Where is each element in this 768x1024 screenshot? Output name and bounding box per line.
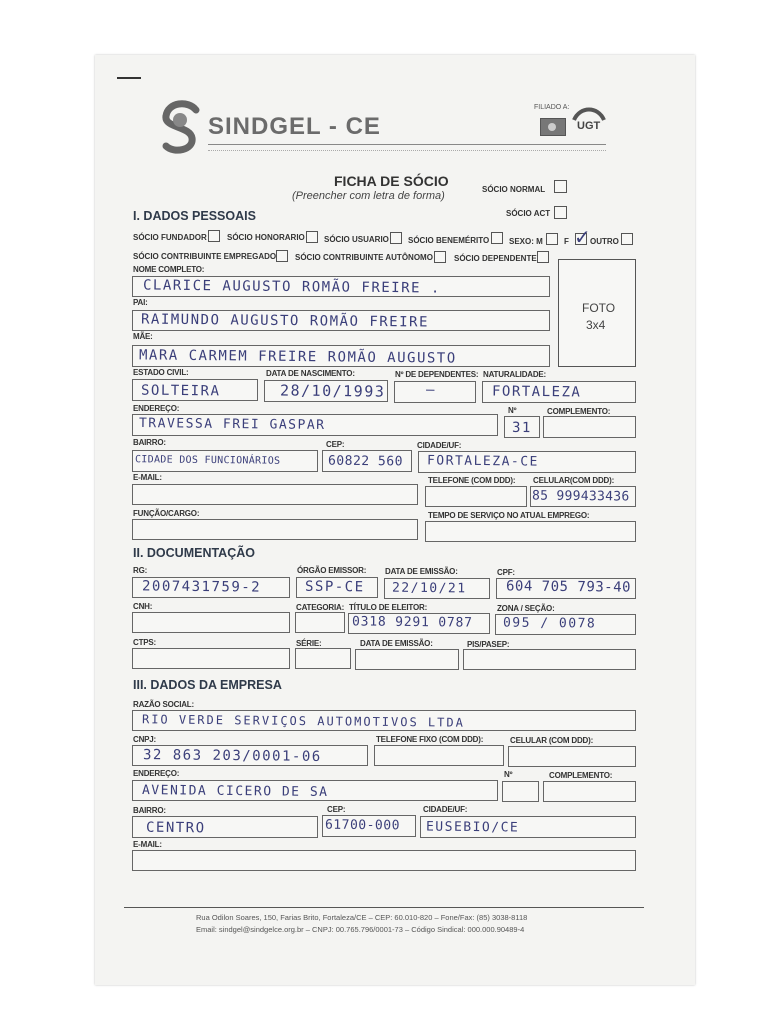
empresa-complemento-label: COMPLEMENTO: <box>549 771 613 780</box>
email-label: E-MAIL: <box>133 473 162 482</box>
zona-label: ZONA / SEÇÃO: <box>497 604 555 613</box>
celular-label: CELULAR(COM DDD): <box>533 476 615 485</box>
fixo-field[interactable] <box>374 745 504 766</box>
funcao-label: FUNÇÃO/CARGO: <box>133 509 200 518</box>
empresa-email-label: E-MAIL: <box>133 840 162 849</box>
footer-address: Rua Odilon Soares, 150, Farias Brito, Fortaleza/CE – CEP: 60.010-820 – Fone/Fax: (85) 3038-8118 <box>196 913 528 922</box>
telefone-label: TELEFONE (COM DDD): <box>428 476 516 485</box>
cidade-label: CIDADE/UF: <box>417 441 462 450</box>
emissao-label: DATA DE EMISSÃO: <box>385 567 458 576</box>
empresa-email-field[interactable] <box>132 850 636 871</box>
socio-normal-checkbox[interactable] <box>554 180 567 193</box>
socio-honorario-label: SÓCIO HONORARIO <box>227 233 305 242</box>
empresa-cep-label: CEP: <box>327 805 346 814</box>
razao-value: RIO VERDE SERVIÇOS AUTOMOTIVOS LTDA <box>141 712 465 730</box>
cpf-label: CPF: <box>497 568 515 577</box>
tempo-label: TEMPO DE SERVIÇO NO ATUAL EMPREGO: <box>428 511 590 520</box>
socio-usuario-label: SÓCIO USUARIO <box>324 235 389 244</box>
nome-value: CLARICE AUGUSTO ROMÃO FREIRE . <box>142 277 441 297</box>
margin-mark <box>117 77 141 79</box>
categoria-label: CATEGORIA: <box>296 603 345 612</box>
rg-value: 2007431759-2 <box>141 578 262 596</box>
empresa-cep-value: 61700-000 <box>324 817 401 834</box>
sindgel-logo <box>160 100 204 156</box>
ctps-field[interactable] <box>132 648 290 669</box>
categoria-field[interactable] <box>295 612 345 633</box>
emissao2-field[interactable] <box>355 649 459 670</box>
photo-size-label: 3x4 <box>586 318 606 332</box>
dependente-checkbox[interactable] <box>537 251 549 263</box>
rg-label: RG: <box>133 566 148 575</box>
razao-label: RAZÃO SOCIAL: <box>133 700 194 709</box>
section-dados-pessoais: I. DADOS PESSOAIS <box>133 209 256 223</box>
naturalidade-label: NATURALIDADE: <box>483 370 547 379</box>
org-name: SINDGEL - CE <box>208 113 381 140</box>
section-dados-empresa: III. DADOS DA EMPRESA <box>133 678 282 692</box>
outro-label: OUTRO <box>590 237 619 246</box>
nome-label: NOME COMPLETO: <box>133 265 205 274</box>
cep-value: 60822 560 <box>327 453 404 470</box>
titulo-label: TÍTULO DE ELEITOR: <box>349 603 428 612</box>
fixo-label: TELEFONE FIXO (COM DDD): <box>376 735 484 744</box>
ugt-label: UGT <box>577 120 601 132</box>
celular-value: 85 999433436 <box>531 488 630 505</box>
empresa-celular-field[interactable] <box>508 746 636 767</box>
titulo-value: 0318 9291 0787 <box>351 614 473 631</box>
pai-value: RAIMUNDO AUGUSTO ROMÃO FREIRE <box>140 311 430 331</box>
header-rule <box>208 144 606 145</box>
zona-value: 095 / 0078 <box>502 615 597 632</box>
cnpj-label: CNPJ: <box>133 735 157 744</box>
empresa-numero-field[interactable] <box>502 781 539 802</box>
bairro-label: BAIRRO: <box>133 438 166 447</box>
complemento-label: COMPLEMENTO: <box>547 407 611 416</box>
serie-label: SÉRIE: <box>296 639 322 648</box>
orgao-label: ÓRGÃO EMISSOR: <box>297 566 367 575</box>
dependentes-label: Nº DE DEPENDENTES: <box>395 370 479 379</box>
pis-field[interactable] <box>463 649 636 670</box>
numero-label: Nº <box>508 406 517 415</box>
empresa-numero-label: Nº <box>504 770 513 779</box>
bairro-value: CIDADE DOS FUNCIONÁRIOS <box>134 454 281 467</box>
dependente-label: SÓCIO DEPENDENTE <box>454 254 537 263</box>
orgao-value: SSP-CE <box>304 578 365 596</box>
naturalidade-value: FORTALEZA <box>491 383 582 401</box>
section-documentacao: II. DOCUMENTAÇÃO <box>133 546 255 560</box>
empresa-endereco-label: ENDEREÇO: <box>133 769 180 778</box>
cnh-field[interactable] <box>132 612 290 633</box>
socio-act-label: SÓCIO ACT <box>506 209 551 218</box>
footer-contact: Email: sindgel@sindgelce.org.br – CNPJ: 00.765.796/0001-73 – Código Sindical: 000.000.90489-4 <box>196 925 525 934</box>
email-field[interactable] <box>132 484 418 505</box>
socio-usuario-checkbox[interactable] <box>390 232 402 244</box>
socio-normal-label: SÓCIO NORMAL <box>482 185 546 194</box>
form-subtitle: (Preencher com letra de forma) <box>292 190 445 202</box>
pis-label: PIS/PASEP: <box>467 640 510 649</box>
sexo-f-label: F <box>564 237 569 246</box>
mae-label: MÃE: <box>133 332 153 341</box>
emissao-value: 22/10/21 <box>391 580 467 597</box>
empresa-endereco-value: AVENIDA CICERO DE SA <box>141 783 329 800</box>
endereco-value: TRAVESSA FREI GASPAR <box>138 416 326 433</box>
endereco-label: ENDEREÇO: <box>133 404 180 413</box>
empresa-celular-label: CELULAR (COM DDD): <box>510 736 594 745</box>
empresa-cidade-value: EUSEBIO/CE <box>425 819 520 836</box>
funcao-field[interactable] <box>132 519 418 540</box>
mae-value: MARA CARMEM FREIRE ROMÃO AUGUSTO <box>138 347 457 367</box>
socio-honorario-checkbox[interactable] <box>306 231 318 243</box>
telefone-field[interactable] <box>425 486 527 507</box>
socio-benemerito-checkbox[interactable] <box>491 232 503 244</box>
form-title: FICHA DE SÓCIO <box>334 173 449 189</box>
contrib-autonomo-label: SÓCIO CONTRIBUINTE AUTÔNOMO <box>295 253 433 262</box>
affiliated-label: FILIADO A: <box>534 104 570 111</box>
numero-value: 31 <box>511 419 532 437</box>
flag-icon <box>540 118 566 136</box>
contrib-autonomo-checkbox[interactable] <box>434 251 446 263</box>
sexo-m-checkbox[interactable] <box>546 233 558 245</box>
outro-checkbox[interactable] <box>621 233 633 245</box>
cnpj-value: 32 863 203/0001-06 <box>142 747 322 765</box>
cnh-label: CNH: <box>133 602 153 611</box>
outro-check-mark: ✓ <box>574 227 591 249</box>
tempo-field[interactable] <box>425 521 636 542</box>
serie-field[interactable] <box>295 648 351 669</box>
nascimento-label: DATA DE NASCIMENTO: <box>266 369 355 378</box>
socio-fundador-checkbox[interactable] <box>208 230 220 242</box>
pai-label: PAI: <box>133 298 148 307</box>
nascimento-value: 28/10/1993 <box>279 381 386 401</box>
cidade-value: FORTALEZA-CE <box>426 453 539 470</box>
cep-label: CEP: <box>326 440 345 449</box>
socio-act-checkbox[interactable] <box>554 206 567 219</box>
estado-civil-label: ESTADO CIVIL: <box>133 368 189 377</box>
cpf-value: 604 705 793-40 <box>505 578 632 596</box>
complemento-field[interactable] <box>543 416 636 438</box>
dependentes-value: — <box>425 381 437 399</box>
header-fine-print <box>208 150 606 154</box>
socio-fundador-label: SÓCIO FUNDADOR <box>133 233 207 242</box>
photo-label: FOTO <box>582 301 616 315</box>
footer-rule <box>124 907 644 908</box>
estado-civil-value: SOLTEIRA <box>140 382 221 400</box>
contrib-empregado-checkbox[interactable] <box>276 250 288 262</box>
empresa-cidade-label: CIDADE/UF: <box>423 805 468 814</box>
socio-benemerito-label: SÓCIO BENEMÉRITO <box>408 236 490 245</box>
ctps-label: CTPS: <box>133 638 157 647</box>
contrib-empregado-label: SÓCIO CONTRIBUINTE EMPREGADO <box>133 252 277 261</box>
empresa-complemento-field[interactable] <box>543 781 636 802</box>
emissao2-label: DATA DE EMISSÃO: <box>360 639 433 648</box>
empresa-bairro-label: BAIRRO: <box>133 806 166 815</box>
empresa-bairro-value: CENTRO <box>145 819 206 837</box>
sexo-m-label: SEXO: M <box>509 237 543 246</box>
